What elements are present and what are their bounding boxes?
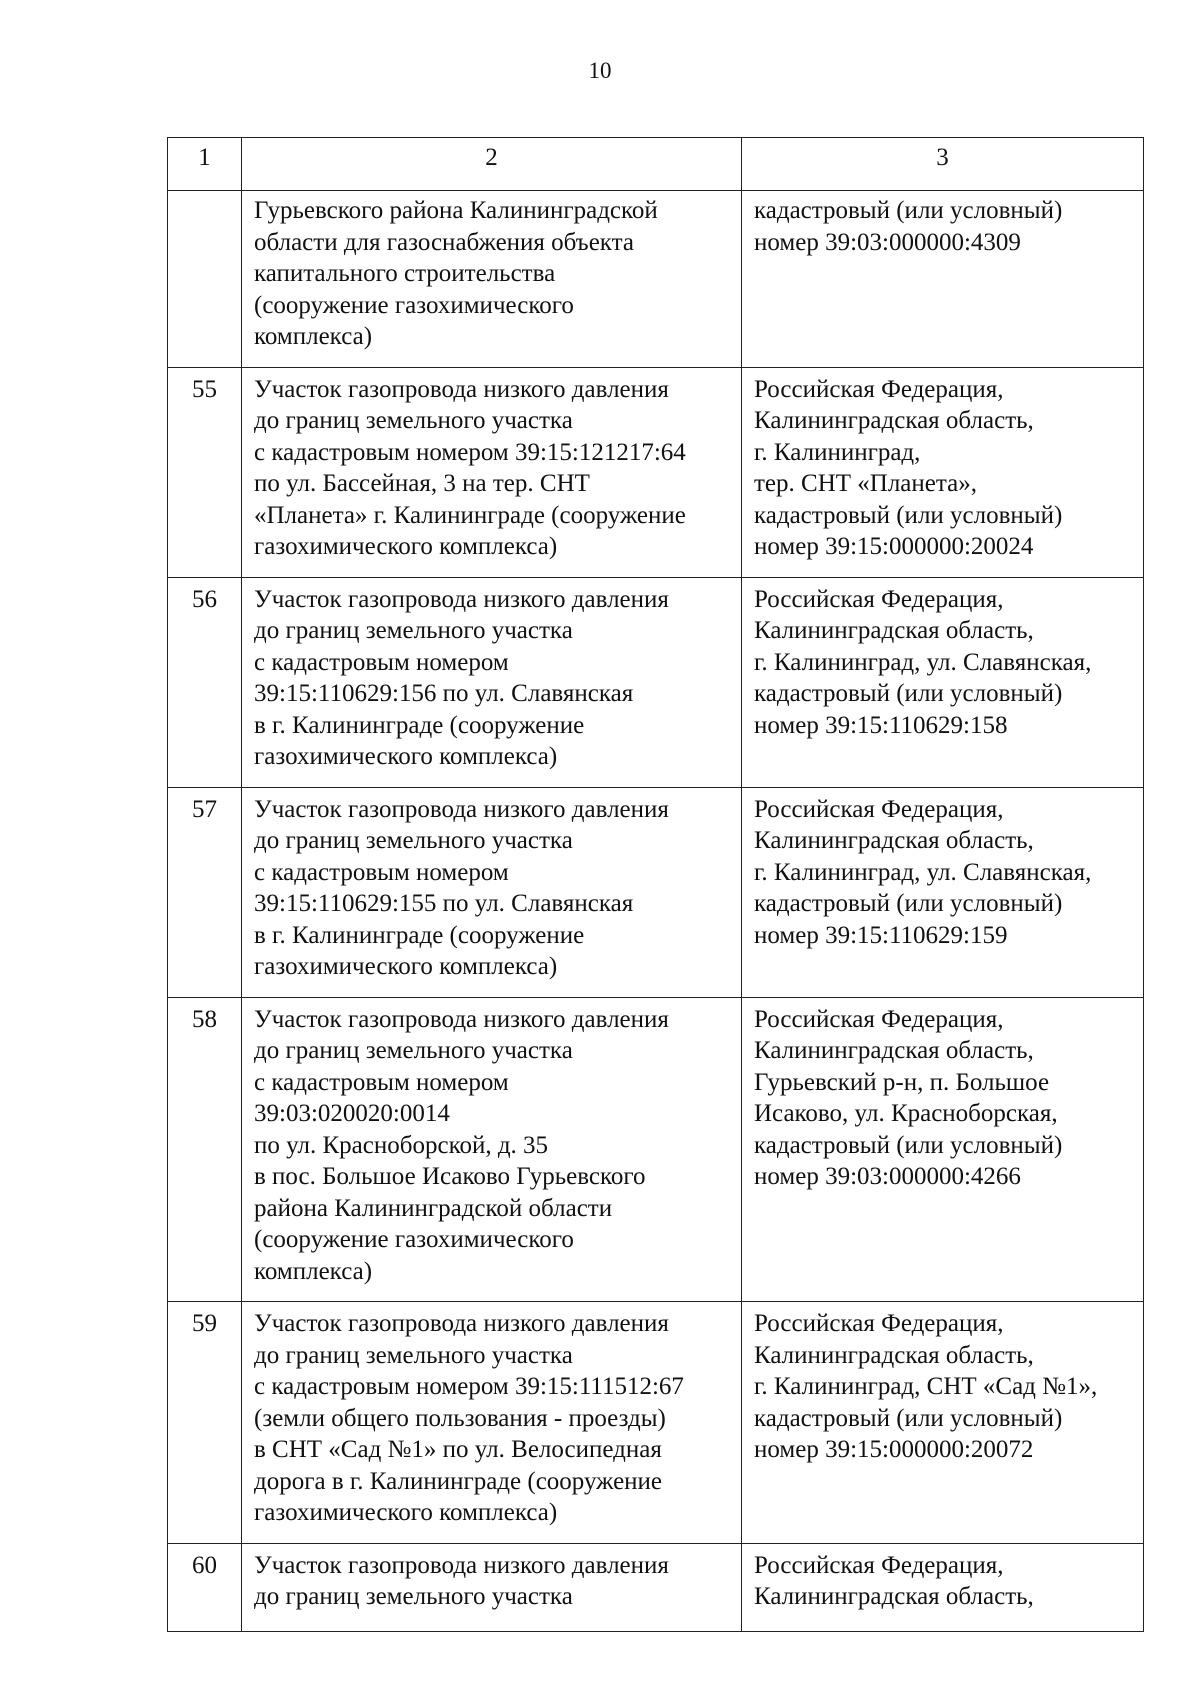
row-object-description: Участок газопровода низкого давления до границ земельного участка с кадастровым номером 39:15:121217:64 по ул. Бассейная, 3 на тер. СНТ «Планета» г. Калининграде (сооружение газохимического комплекса) [242,367,742,577]
column-header-object: 2 [242,138,742,191]
table-row [168,577,1144,787]
row-number: 57 [168,787,242,997]
row-object-description: Участок газопровода низкого давления до границ земельного участка [242,1543,742,1631]
row-number: 59 [168,1302,242,1544]
row-location: Российская Федерация, Калининградская область, [742,1543,1144,1631]
table-row [168,787,1144,997]
page-number: 10 [588,58,612,83]
row-location: Российская Федерация, Калининградская область, г. Калининград, ул. Славянская, кадастровый (или условный) номер 39:15:110629:159 [742,787,1144,997]
row-location: Российская Федерация, Калининградская область, Гурьевский р-н, п. Большое Исаково, ул. Красноборская, кадастровый (или условный) номер 39:03:000000:4266 [742,997,1144,1302]
table-row [168,1302,1144,1544]
row-location: кадастровый (или условный) номер 39:03:000000:4309 [742,191,1144,368]
table-row [168,1543,1144,1631]
row-location: Российская Федерация, Калининградская область, г. Калининград, ул. Славянская, кадастровый (или условный) номер 39:15:110629:158 [742,577,1144,787]
row-number: 55 [168,367,242,577]
column-header-number: 1 [168,138,242,191]
row-object-description: Участок газопровода низкого давления до границ земельного участка с кадастровым номером 39:03:020020:0014 по ул. Красноборской, д. 35 в пос. Большое Исаково Гурьевского района Калининградской области (сооружение газохимического комплекса) [242,997,742,1302]
row-object-description: Участок газопровода низкого давления до границ земельного участка с кадастровым номером 39:15:111512:67 (земли общего пользования - проезды) в СНТ «Сад №1» по ул. Велосипедная дорога в г. Калининграде (сооружение газохимического комплекса) [242,1302,742,1544]
row-number: 56 [168,577,242,787]
property-table [167,137,1144,1632]
row-object-description: Гурьевского района Калининградской области для газоснабжения объекта капитального строительства (сооружение газохимического комплекса) [242,191,742,368]
row-location: Российская Федерация, Калининградская область, г. Калининград, тер. СНТ «Планета», кадастровый (или условный) номер 39:15:000000:20024 [742,367,1144,577]
row-object-description: Участок газопровода низкого давления до границ земельного участка с кадастровым номером 39:15:110629:156 по ул. Славянская в г. Калининграде (сооружение газохимического комплекса) [242,577,742,787]
table-header-row [168,138,1144,191]
row-location: Российская Федерация, Калининградская область, г. Калининград, СНТ «Сад №1», кадастровый (или условный) номер 39:15:000000:20072 [742,1302,1144,1544]
row-object-description: Участок газопровода низкого давления до границ земельного участка с кадастровым номером 39:15:110629:155 по ул. Славянская в г. Калининграде (сооружение газохимического комплекса) [242,787,742,997]
row-number [168,191,242,368]
table-row [168,367,1144,577]
table-row [168,191,1144,368]
row-number: 58 [168,997,242,1302]
column-header-location: 3 [742,138,1144,191]
row-number: 60 [168,1543,242,1631]
table-row [168,997,1144,1302]
